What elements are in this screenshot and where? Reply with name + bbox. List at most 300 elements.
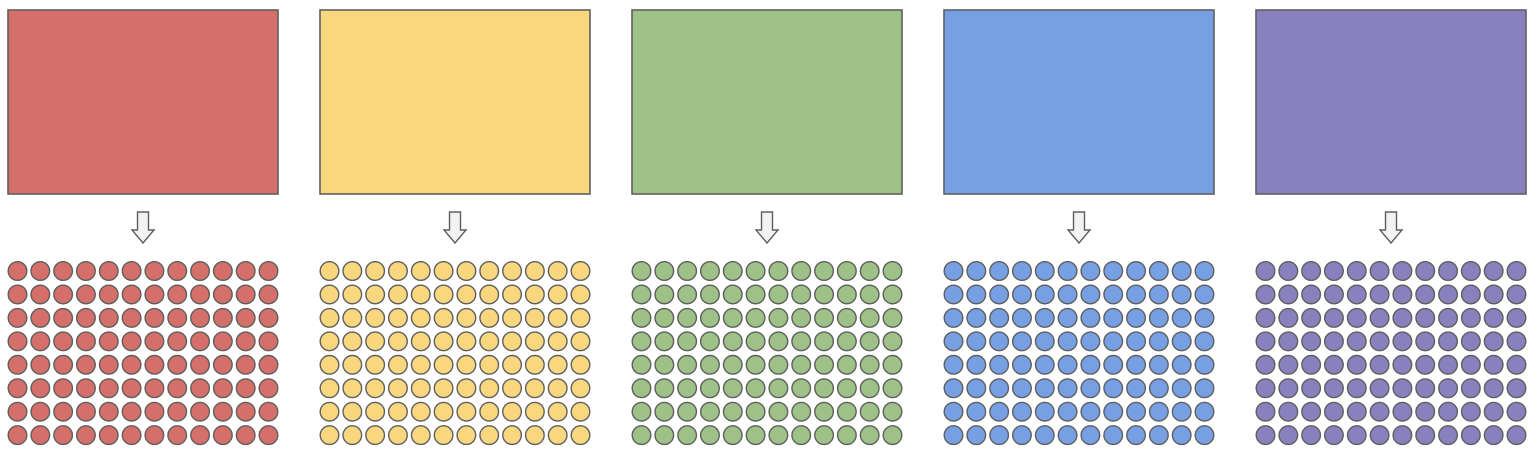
dot [1256, 379, 1275, 398]
dot [389, 285, 408, 304]
dot [236, 262, 255, 281]
dot [214, 332, 233, 351]
dot [1325, 262, 1344, 281]
dot [838, 309, 857, 328]
dot-grid-blue [944, 262, 1214, 445]
dot [1325, 379, 1344, 398]
dot [191, 426, 210, 445]
dot [1507, 309, 1526, 328]
dot [99, 356, 118, 375]
dot [746, 332, 765, 351]
dot [548, 285, 567, 304]
dot [1507, 356, 1526, 375]
dot [320, 285, 339, 304]
dot [259, 309, 278, 328]
dot [434, 262, 453, 281]
dot [632, 285, 651, 304]
dot [77, 379, 96, 398]
dot [1150, 356, 1169, 375]
dot [503, 309, 522, 328]
dot [1104, 262, 1123, 281]
dot [1081, 426, 1100, 445]
dot [1035, 309, 1054, 328]
dot [191, 379, 210, 398]
dot [1393, 262, 1412, 281]
dot [1484, 402, 1503, 421]
dot [1150, 262, 1169, 281]
dot [678, 379, 697, 398]
dot [145, 402, 164, 421]
dot [655, 332, 674, 351]
dot [434, 285, 453, 304]
dot [1462, 356, 1481, 375]
dot [1081, 402, 1100, 421]
dot [769, 285, 788, 304]
dot [792, 309, 811, 328]
dot [1462, 262, 1481, 281]
dot-grid-red [8, 262, 278, 445]
dot [1104, 402, 1123, 421]
dot [1507, 332, 1526, 351]
dot [1172, 402, 1191, 421]
dot [1507, 379, 1526, 398]
dot [792, 285, 811, 304]
dot [632, 379, 651, 398]
dot [411, 309, 430, 328]
dot [571, 309, 590, 328]
dot-grid-yellow [320, 262, 590, 445]
dot [1195, 285, 1214, 304]
dot [411, 402, 430, 421]
dot [168, 332, 187, 351]
dot [1370, 262, 1389, 281]
dot [792, 332, 811, 351]
dot [678, 309, 697, 328]
dot [1081, 356, 1100, 375]
dot [1150, 309, 1169, 328]
dot [1279, 402, 1298, 421]
dot [480, 285, 499, 304]
dot [1279, 309, 1298, 328]
dot [1172, 332, 1191, 351]
dot [1127, 309, 1146, 328]
dot [457, 426, 476, 445]
dot [77, 285, 96, 304]
dot [1127, 285, 1146, 304]
dot [434, 379, 453, 398]
dot [411, 332, 430, 351]
dot [655, 262, 674, 281]
dot [1507, 262, 1526, 281]
dot [1150, 379, 1169, 398]
dot [1484, 285, 1503, 304]
dot [883, 379, 902, 398]
dot [1416, 379, 1435, 398]
dot [1370, 426, 1389, 445]
dot [77, 309, 96, 328]
dot [944, 356, 963, 375]
dot [678, 356, 697, 375]
dot [77, 332, 96, 351]
dot [214, 356, 233, 375]
dot [1325, 332, 1344, 351]
dot [1484, 309, 1503, 328]
dot [792, 262, 811, 281]
dot [1416, 309, 1435, 328]
dot [769, 356, 788, 375]
dot [1279, 426, 1298, 445]
dot [320, 262, 339, 281]
dot [259, 285, 278, 304]
dot [1013, 309, 1032, 328]
dot [31, 379, 50, 398]
dot [1058, 379, 1077, 398]
dot [1035, 285, 1054, 304]
dot [168, 402, 187, 421]
dot [944, 402, 963, 421]
dot [503, 379, 522, 398]
dot [655, 402, 674, 421]
dot [480, 356, 499, 375]
dot [1035, 426, 1054, 445]
dot [31, 309, 50, 328]
dot [815, 309, 834, 328]
dot [1484, 379, 1503, 398]
dot [320, 379, 339, 398]
color-group-green [632, 10, 902, 444]
dot [503, 356, 522, 375]
dot [145, 332, 164, 351]
dot [548, 356, 567, 375]
dot [1013, 356, 1032, 375]
dot [145, 356, 164, 375]
dot [1150, 332, 1169, 351]
dot [1393, 285, 1412, 304]
down-arrow-icon [1068, 212, 1090, 243]
dot [1393, 379, 1412, 398]
dot [320, 309, 339, 328]
dot [1195, 379, 1214, 398]
dot [632, 402, 651, 421]
dot [1347, 379, 1366, 398]
dot [1393, 402, 1412, 421]
dot [944, 426, 963, 445]
dot [967, 262, 986, 281]
dot [1416, 262, 1435, 281]
dot [990, 426, 1009, 445]
dot [838, 332, 857, 351]
dot [655, 379, 674, 398]
dot [1347, 262, 1366, 281]
dot [746, 262, 765, 281]
dot [1035, 356, 1054, 375]
dot [343, 356, 362, 375]
dot [838, 285, 857, 304]
dot [480, 309, 499, 328]
dot [1035, 262, 1054, 281]
dot [1325, 426, 1344, 445]
dot [366, 262, 385, 281]
dot [457, 356, 476, 375]
dot [122, 332, 141, 351]
dot [723, 332, 742, 351]
dot [1081, 262, 1100, 281]
dot [191, 309, 210, 328]
dot [434, 402, 453, 421]
dot [1416, 426, 1435, 445]
dot [990, 332, 1009, 351]
dot [1325, 285, 1344, 304]
dot [967, 332, 986, 351]
dot [571, 262, 590, 281]
dot [1439, 262, 1458, 281]
dot [99, 426, 118, 445]
dot [1058, 356, 1077, 375]
dot [191, 285, 210, 304]
dot [723, 285, 742, 304]
dot [343, 309, 362, 328]
dot [1013, 332, 1032, 351]
dot [99, 285, 118, 304]
dot [1256, 402, 1275, 421]
dot [1439, 309, 1458, 328]
dot [77, 402, 96, 421]
dot [723, 379, 742, 398]
dot [1507, 402, 1526, 421]
dot [31, 356, 50, 375]
dot [1172, 379, 1191, 398]
dot [701, 262, 720, 281]
dot [1347, 426, 1366, 445]
dot [122, 262, 141, 281]
dot [1462, 285, 1481, 304]
dot [145, 309, 164, 328]
dot [259, 402, 278, 421]
dot [434, 332, 453, 351]
dot [457, 332, 476, 351]
dot-grid-purple [1256, 262, 1526, 445]
dot [99, 332, 118, 351]
dot [389, 402, 408, 421]
dot [1462, 402, 1481, 421]
dot [838, 356, 857, 375]
dot [1035, 402, 1054, 421]
dot [1347, 402, 1366, 421]
dot [723, 356, 742, 375]
dot [944, 332, 963, 351]
color-group-red [8, 10, 278, 444]
dot [1462, 309, 1481, 328]
dot [1172, 356, 1191, 375]
dot [411, 356, 430, 375]
dot [236, 332, 255, 351]
dot [944, 379, 963, 398]
dot [632, 262, 651, 281]
dot [457, 402, 476, 421]
dot [320, 332, 339, 351]
dot [259, 356, 278, 375]
dot [860, 285, 879, 304]
dot [944, 309, 963, 328]
dot [838, 402, 857, 421]
dot [1507, 426, 1526, 445]
dot [815, 285, 834, 304]
dot [480, 332, 499, 351]
dot [860, 379, 879, 398]
dot [434, 356, 453, 375]
dot [967, 402, 986, 421]
swatch-block-blue [944, 10, 1214, 194]
dot [883, 426, 902, 445]
dot [1127, 262, 1146, 281]
dot [1439, 332, 1458, 351]
dot [343, 402, 362, 421]
dot [944, 285, 963, 304]
dot [701, 332, 720, 351]
dot [1302, 402, 1321, 421]
dot [701, 356, 720, 375]
dot [967, 379, 986, 398]
dot [548, 402, 567, 421]
dot [480, 402, 499, 421]
dot [77, 356, 96, 375]
dot [145, 285, 164, 304]
dot [145, 379, 164, 398]
dot [259, 262, 278, 281]
dot [815, 379, 834, 398]
dot [1195, 262, 1214, 281]
dot [792, 426, 811, 445]
dot [1172, 262, 1191, 281]
dot [457, 262, 476, 281]
dot [214, 309, 233, 328]
dot [214, 285, 233, 304]
dot [8, 309, 27, 328]
dot [1195, 356, 1214, 375]
dot [1302, 379, 1321, 398]
dot [990, 379, 1009, 398]
dot [746, 356, 765, 375]
dot [1393, 426, 1412, 445]
dot [1439, 402, 1458, 421]
dot [990, 262, 1009, 281]
dot [746, 379, 765, 398]
dot [1484, 332, 1503, 351]
dot [1256, 356, 1275, 375]
dot [1058, 332, 1077, 351]
dot [769, 309, 788, 328]
dot [366, 356, 385, 375]
color-group-purple [1256, 10, 1526, 444]
dot [1439, 285, 1458, 304]
dot [1058, 309, 1077, 328]
dot [1081, 309, 1100, 328]
dot [1347, 285, 1366, 304]
down-arrow-icon [132, 212, 154, 243]
dot [571, 356, 590, 375]
dot [8, 379, 27, 398]
dot [1127, 379, 1146, 398]
dot [655, 426, 674, 445]
dot [678, 332, 697, 351]
dot [214, 379, 233, 398]
dot [411, 285, 430, 304]
dot [1347, 332, 1366, 351]
dot [259, 332, 278, 351]
dot [571, 426, 590, 445]
dot [1195, 426, 1214, 445]
dot [815, 402, 834, 421]
dot [769, 379, 788, 398]
dot [343, 379, 362, 398]
dot [1416, 402, 1435, 421]
color-group-yellow [320, 10, 590, 444]
dot [1439, 426, 1458, 445]
dot [746, 426, 765, 445]
dot [571, 402, 590, 421]
dot [1104, 285, 1123, 304]
dot [1195, 332, 1214, 351]
dot [259, 379, 278, 398]
swatch-block-purple [1256, 10, 1526, 194]
dot [571, 379, 590, 398]
dot [122, 356, 141, 375]
dot [1393, 309, 1412, 328]
dot [723, 426, 742, 445]
dot [31, 332, 50, 351]
dot [632, 356, 651, 375]
down-arrow-icon [444, 212, 466, 243]
dot-grid-green [632, 262, 902, 445]
dot [122, 379, 141, 398]
dot [723, 309, 742, 328]
down-arrow-icon [1380, 212, 1402, 243]
dot [457, 379, 476, 398]
dot [883, 285, 902, 304]
dot [480, 426, 499, 445]
dot [54, 332, 73, 351]
dot [214, 402, 233, 421]
dot [1325, 402, 1344, 421]
dot [480, 379, 499, 398]
dot [320, 402, 339, 421]
dot [526, 356, 545, 375]
dot [1013, 402, 1032, 421]
dot [145, 426, 164, 445]
dot [1195, 402, 1214, 421]
dot [168, 356, 187, 375]
dot [343, 262, 362, 281]
dot [1035, 332, 1054, 351]
dot [1127, 426, 1146, 445]
dot [815, 262, 834, 281]
dot [967, 356, 986, 375]
dot [548, 379, 567, 398]
dot [411, 426, 430, 445]
dot [457, 285, 476, 304]
dot [1256, 332, 1275, 351]
dot [1150, 426, 1169, 445]
dot [1347, 309, 1366, 328]
dot [838, 262, 857, 281]
dot [944, 262, 963, 281]
dot [1302, 285, 1321, 304]
dot [769, 402, 788, 421]
dot [769, 332, 788, 351]
dot [746, 309, 765, 328]
dot [678, 262, 697, 281]
dot [1104, 356, 1123, 375]
